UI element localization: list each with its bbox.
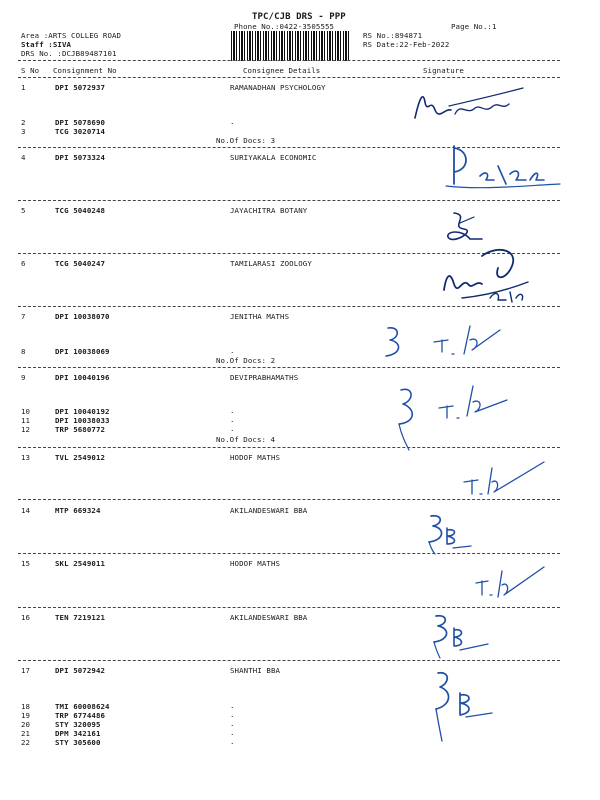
row-sno: 2 — [21, 118, 26, 127]
row-consignment: DPI 10038033 — [55, 416, 110, 425]
phone-number: Phone No.:0422-3505555 — [234, 22, 335, 31]
row-consignee: AKILANDESWARI BBA — [230, 613, 308, 622]
row-consignment: STY 320095 — [55, 720, 101, 729]
row-consignee: RAMANADHAN PSYCHOLOGY — [230, 83, 326, 92]
signature-9 — [470, 565, 550, 605]
row-sno: 15 — [21, 559, 31, 568]
row-consignment: DPI 10038070 — [55, 312, 110, 321]
row-consignee: HODOF MATHS — [230, 453, 281, 462]
row-sno: 19 — [21, 711, 31, 720]
row-sno: 12 — [21, 425, 31, 434]
row-consignment: TCG 5040248 — [55, 206, 106, 215]
row-consignment: DPI 5072942 — [55, 666, 106, 675]
doc-count: No.Of Docs: 4 — [216, 435, 276, 444]
row-sno: 4 — [21, 153, 26, 162]
row-consignment: TMI 60008624 — [55, 702, 110, 711]
row-sno: 22 — [21, 738, 31, 747]
row-consignee: . — [230, 719, 235, 728]
page-number: Page No.:1 — [451, 22, 497, 31]
row-consignee: . — [230, 346, 235, 355]
signature-7 — [458, 458, 548, 503]
col-consignment: Consignment No — [53, 66, 117, 75]
row-consignee: . — [230, 728, 235, 737]
row-consignment: TRP 6774486 — [55, 711, 106, 720]
staff-label: Staff :SIVA — [21, 40, 72, 49]
row-sno: 5 — [21, 206, 26, 215]
row-consignment: DPI 10038069 — [55, 347, 110, 356]
col-signature: Signature — [423, 66, 464, 75]
row-consignee: JAYACHITRA BOTANY — [230, 206, 308, 215]
rs-date: RS Date:22-Feb-2022 — [363, 40, 450, 49]
row-consignee: . — [230, 737, 235, 746]
divider — [18, 607, 560, 608]
signature-1 — [405, 80, 535, 135]
rs-number: RS No.:894871 — [363, 31, 423, 40]
signature-10 — [430, 610, 495, 660]
row-consignment: TVL 2549012 — [55, 453, 106, 462]
row-consignee: HODOF MATHS — [230, 559, 281, 568]
row-consignment: TCG 3020714 — [55, 127, 106, 136]
divider — [18, 660, 560, 661]
row-consignee: TAMILARASI ZOOLOGY — [230, 259, 312, 268]
row-consignee: . — [230, 415, 235, 424]
row-sno: 21 — [21, 729, 31, 738]
row-sno: 8 — [21, 347, 26, 356]
drs-number: DRS No. :DCJB89487101 — [21, 49, 117, 58]
row-sno: 7 — [21, 312, 26, 321]
row-sno: 9 — [21, 373, 26, 382]
row-consignee: SHANTHI BBA — [230, 666, 281, 675]
row-sno: 16 — [21, 613, 31, 622]
barcode-image — [231, 31, 351, 61]
row-consignment: DPM 342161 — [55, 729, 101, 738]
area-label: Area :ARTS COLLEG ROAD — [21, 31, 122, 40]
row-consignment: DPI 5073324 — [55, 153, 106, 162]
row-sno: 10 — [21, 407, 31, 416]
row-consignee: . — [230, 701, 235, 710]
row-consignee: . — [230, 406, 235, 415]
row-sno: 14 — [21, 506, 31, 515]
row-consignee: . — [230, 117, 235, 126]
row-consignee: AKILANDESWARI BBA — [230, 506, 308, 515]
row-consignment: TCG 5040247 — [55, 259, 106, 268]
document-title: TPC/CJB DRS - PPP — [252, 12, 346, 22]
signature-6 — [395, 378, 525, 453]
signature-5 — [380, 320, 510, 375]
row-consignee: . — [230, 710, 235, 719]
signature-2 — [440, 140, 570, 195]
row-consignment: TRP 5680772 — [55, 425, 106, 434]
row-consignee: SURIYAKALA ECONOMIC — [230, 153, 317, 162]
col-sno: S No — [21, 66, 40, 75]
row-consignment: TEN 7219121 — [55, 613, 106, 622]
row-consignment: MTP 669324 — [55, 506, 101, 515]
row-sno: 18 — [21, 702, 31, 711]
row-consignee: DEVIPRABHAMATHS — [230, 373, 299, 382]
doc-count: No.Of Docs: 3 — [216, 136, 276, 145]
row-consignment: DPI 10040196 — [55, 373, 110, 382]
row-sno: 17 — [21, 666, 31, 675]
signature-11 — [430, 665, 500, 745]
divider — [18, 200, 560, 201]
divider — [18, 77, 560, 78]
row-consignment: DPI 5078690 — [55, 118, 106, 127]
row-sno: 20 — [21, 720, 31, 729]
row-sno: 13 — [21, 453, 31, 462]
divider — [18, 60, 560, 61]
row-consignment: DPI 10040192 — [55, 407, 110, 416]
row-sno: 6 — [21, 259, 26, 268]
doc-count: No.Of Docs: 2 — [216, 356, 276, 365]
row-consignee: JENITHA MATHS — [230, 312, 290, 321]
row-consignment: SKL 2549011 — [55, 559, 106, 568]
row-consignment: STY 305600 — [55, 738, 101, 747]
signature-4 — [432, 240, 552, 310]
signature-8 — [425, 510, 485, 555]
col-consignee: Consignee Details — [243, 66, 321, 75]
row-sno: 1 — [21, 83, 26, 92]
row-sno: 11 — [21, 416, 31, 425]
row-consignment: DPI 5072937 — [55, 83, 106, 92]
row-consignee: . — [230, 424, 235, 433]
row-sno: 3 — [21, 127, 26, 136]
